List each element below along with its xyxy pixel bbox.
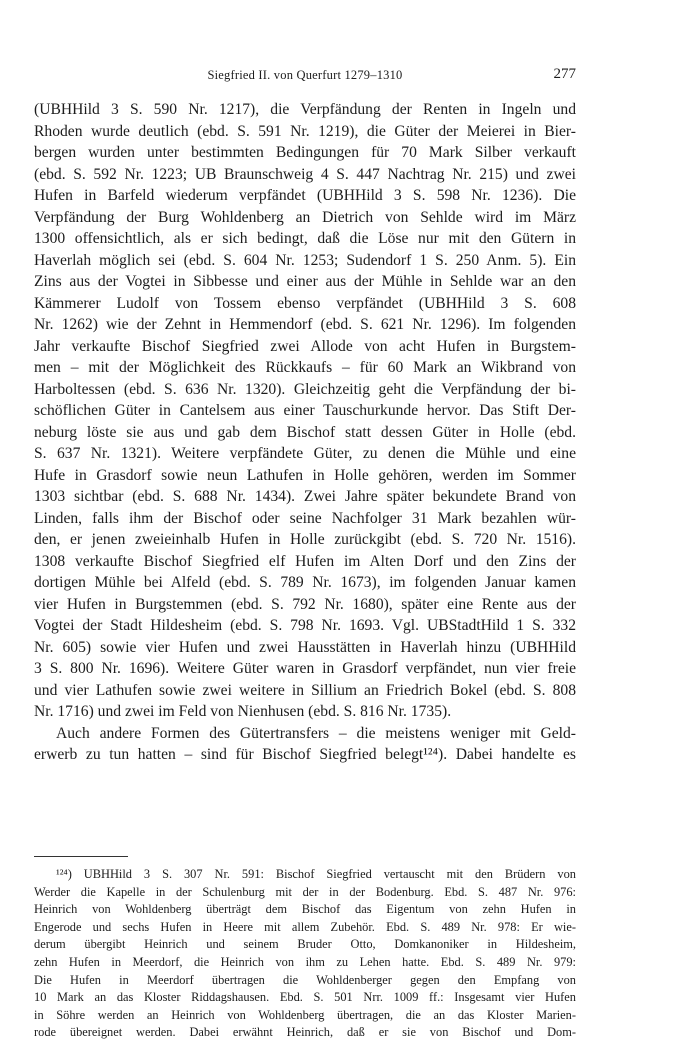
body-line: Rhoden wurde deutlich (ebd. S. 591 Nr. 1219), die Güter der Meierei in Bier- xyxy=(34,122,576,140)
body-text xyxy=(34,99,576,766)
body-line: erwerb zu tun hatten – sind für Bischof Siegfried belegt¹²⁴). Dabei handelte es xyxy=(34,746,576,763)
body-line: schöflichen Güter in Cantelsem aus einer Tauschurkunde hervor. Das Stift Der- xyxy=(34,402,576,419)
footnotes xyxy=(34,866,576,1042)
body-line: S. 637 Nr. 1321). Weitere verpfändete Güter, zu denen die Mühle und eine xyxy=(34,445,576,462)
body-line: 1300 offensichtlich, als er sich bedingt, daß die Löse nur mit den Gütern in xyxy=(34,230,576,247)
body-line: Zins aus der Vogtei in Sibbesse und einer aus der Mühle in Sehlde war an den xyxy=(34,273,576,290)
body-line: 1308 verkaufte Bischof Siegfried elf Hufen im Alten Dorf und den Zins der xyxy=(34,552,576,570)
footnote-line: Engerode und sechs Hufen in Heere mit allem Zubehör. Ebd. S. 489 Nr. 978: Er wie- xyxy=(34,919,576,934)
body-line: Haverlah möglich sei (ebd. S. 604 Nr. 1253; Sudendorf 1 S. 250 Anm. 5). Ein xyxy=(34,251,576,269)
body-line: dortigen Mühle bei Alfeld (ebd. S. 789 Nr. 1673), im folgenden Januar kamen xyxy=(34,574,576,591)
running-title: Siegfried II. von Querfurt 1279–1310 xyxy=(207,68,403,82)
body-line: Vogtei der Stadt Hildesheim (ebd. S. 798 Nr. 1693. Vgl. UBStadtHild 1 S. 332 xyxy=(34,617,576,634)
body-line: Auch andere Formen des Gütertransfers – die meistens weniger mit Geld- xyxy=(56,724,576,742)
footnote-line: ¹²⁴) UBHHild 3 S. 307 Nr. 591: Bischof Siegfried vertauscht mit den Brüdern von xyxy=(56,867,576,881)
body-line: Jahr verkaufte Bischof Siegfried zwei Allode von acht Hufen in Burgstem- xyxy=(34,337,576,355)
body-line: (ebd. S. 592 Nr. 1223; UB Braunschweig 4 S. 447 Nachtrag Nr. 215) und zwei xyxy=(34,165,576,183)
body-line: neburg löste sie aus und gab dem Bischof statt dessen Güter in Holle (ebd. xyxy=(34,423,576,441)
footnote-line: Werder die Kapelle in der Schulenburg mit der in der Bodenburg. Ebd. S. 487 Nr. 976: xyxy=(34,884,576,899)
footnote-line: in Söhre werden an Heinrich von Wohldenberg übertragen, die an das Kloster Marien- xyxy=(34,1007,576,1022)
footnote-line: derum übergibt Heinrich und seinem Bruder Otto, Domkanoniker in Hildesheim, xyxy=(34,937,576,952)
body-line: men – mit der Möglichkeit des Rückkaufs – für 60 Mark an Wikbrand von xyxy=(34,359,576,376)
footnote-line: 10 Mark an das Kloster Riddagshausen. Ebd. S. 501 Nrr. 1009 ff.: Insgesamt vier Hufen xyxy=(34,990,576,1005)
footnote-line: zehn Hufen in Meerdorf, die Heinrich von ihm zu Lehen hatte. Ebd. S. 489 Nr. 979: xyxy=(34,954,576,969)
footnote-line: rode übereignet werden. Dabei erwähnt Heinrich, daß er sie von Bischof und Dom- xyxy=(34,1025,576,1040)
body-line: (UBHHild 3 S. 590 Nr. 1217), die Verpfändung der Renten in Ingeln und xyxy=(34,101,576,118)
body-line: 3 S. 800 Nr. 1696). Weitere Güter waren in Grasdorf verpfändet, nun vier freie xyxy=(34,660,576,677)
body-line: vier Hufen in Burgstemmen (ebd. S. 792 Nr. 1680), später eine Rente aus der xyxy=(34,595,576,613)
body-line: Linden, falls ihm der Bischof oder seine Nachfolger 31 Mark bezahlen wür- xyxy=(34,509,576,527)
body-line: und vier Lathufen sowie zwei weitere in Sillium an Friedrich Bokel (ebd. S. 808 xyxy=(34,681,576,699)
body-line: Verpfändung der Burg Wohldenberg an Dietrich von Sehlde wird im März xyxy=(34,208,576,226)
footnote-divider xyxy=(34,856,128,857)
body-line: Hufe in Grasdorf sowie neun Lathufen in Holle gehören, werden im Sommer xyxy=(34,466,576,484)
footnote-line: Heinrich von Wohldenberg überträgt dem Bischof das Eigentum von zehn Hufen in xyxy=(34,902,576,917)
body-line: bergen wurden unter bestimmten Bedingungen für 70 Mark Silber verkauft xyxy=(34,144,576,161)
body-line: 1303 sichtbar (ebd. S. 688 Nr. 1434). Zwei Jahre später bekundete Brand von xyxy=(34,488,576,505)
page-number: 277 xyxy=(553,66,576,82)
body-line: Nr. 605) sowie vier Hufen und zwei Hausstätten in Haverlah hinzu (UBHHild xyxy=(34,638,576,656)
body-line: den, er jenen zweieinhalb Hufen in Holle zurückgibt (ebd. S. 720 Nr. 1516). xyxy=(34,531,576,548)
body-line: Nr. 1716) und zwei im Feld von Nienhusen (ebd. S. 816 Nr. 1735). xyxy=(34,703,452,720)
footnote-line: Die Hufen in Meerdorf übertragen die Wohldenberger gegen den Empfang von xyxy=(34,972,576,987)
running-header xyxy=(34,67,576,85)
body-line: Harboltessen (ebd. S. 636 Nr. 1320). Gleichzeitig geht die Verpfändung der bi- xyxy=(34,380,576,398)
body-line: Nr. 1262) wie der Zehnt in Hemmendorf (ebd. S. 621 Nr. 1296). Im folgenden xyxy=(34,316,576,333)
body-line: Kämmerer Ludolf von Tossem ebenso verpfändet (UBHHild 3 S. 608 xyxy=(34,294,576,312)
body-line: Hufen in Barfeld wiederum verpfändet (UBHHild 3 S. 598 Nr. 1236). Die xyxy=(34,187,576,204)
